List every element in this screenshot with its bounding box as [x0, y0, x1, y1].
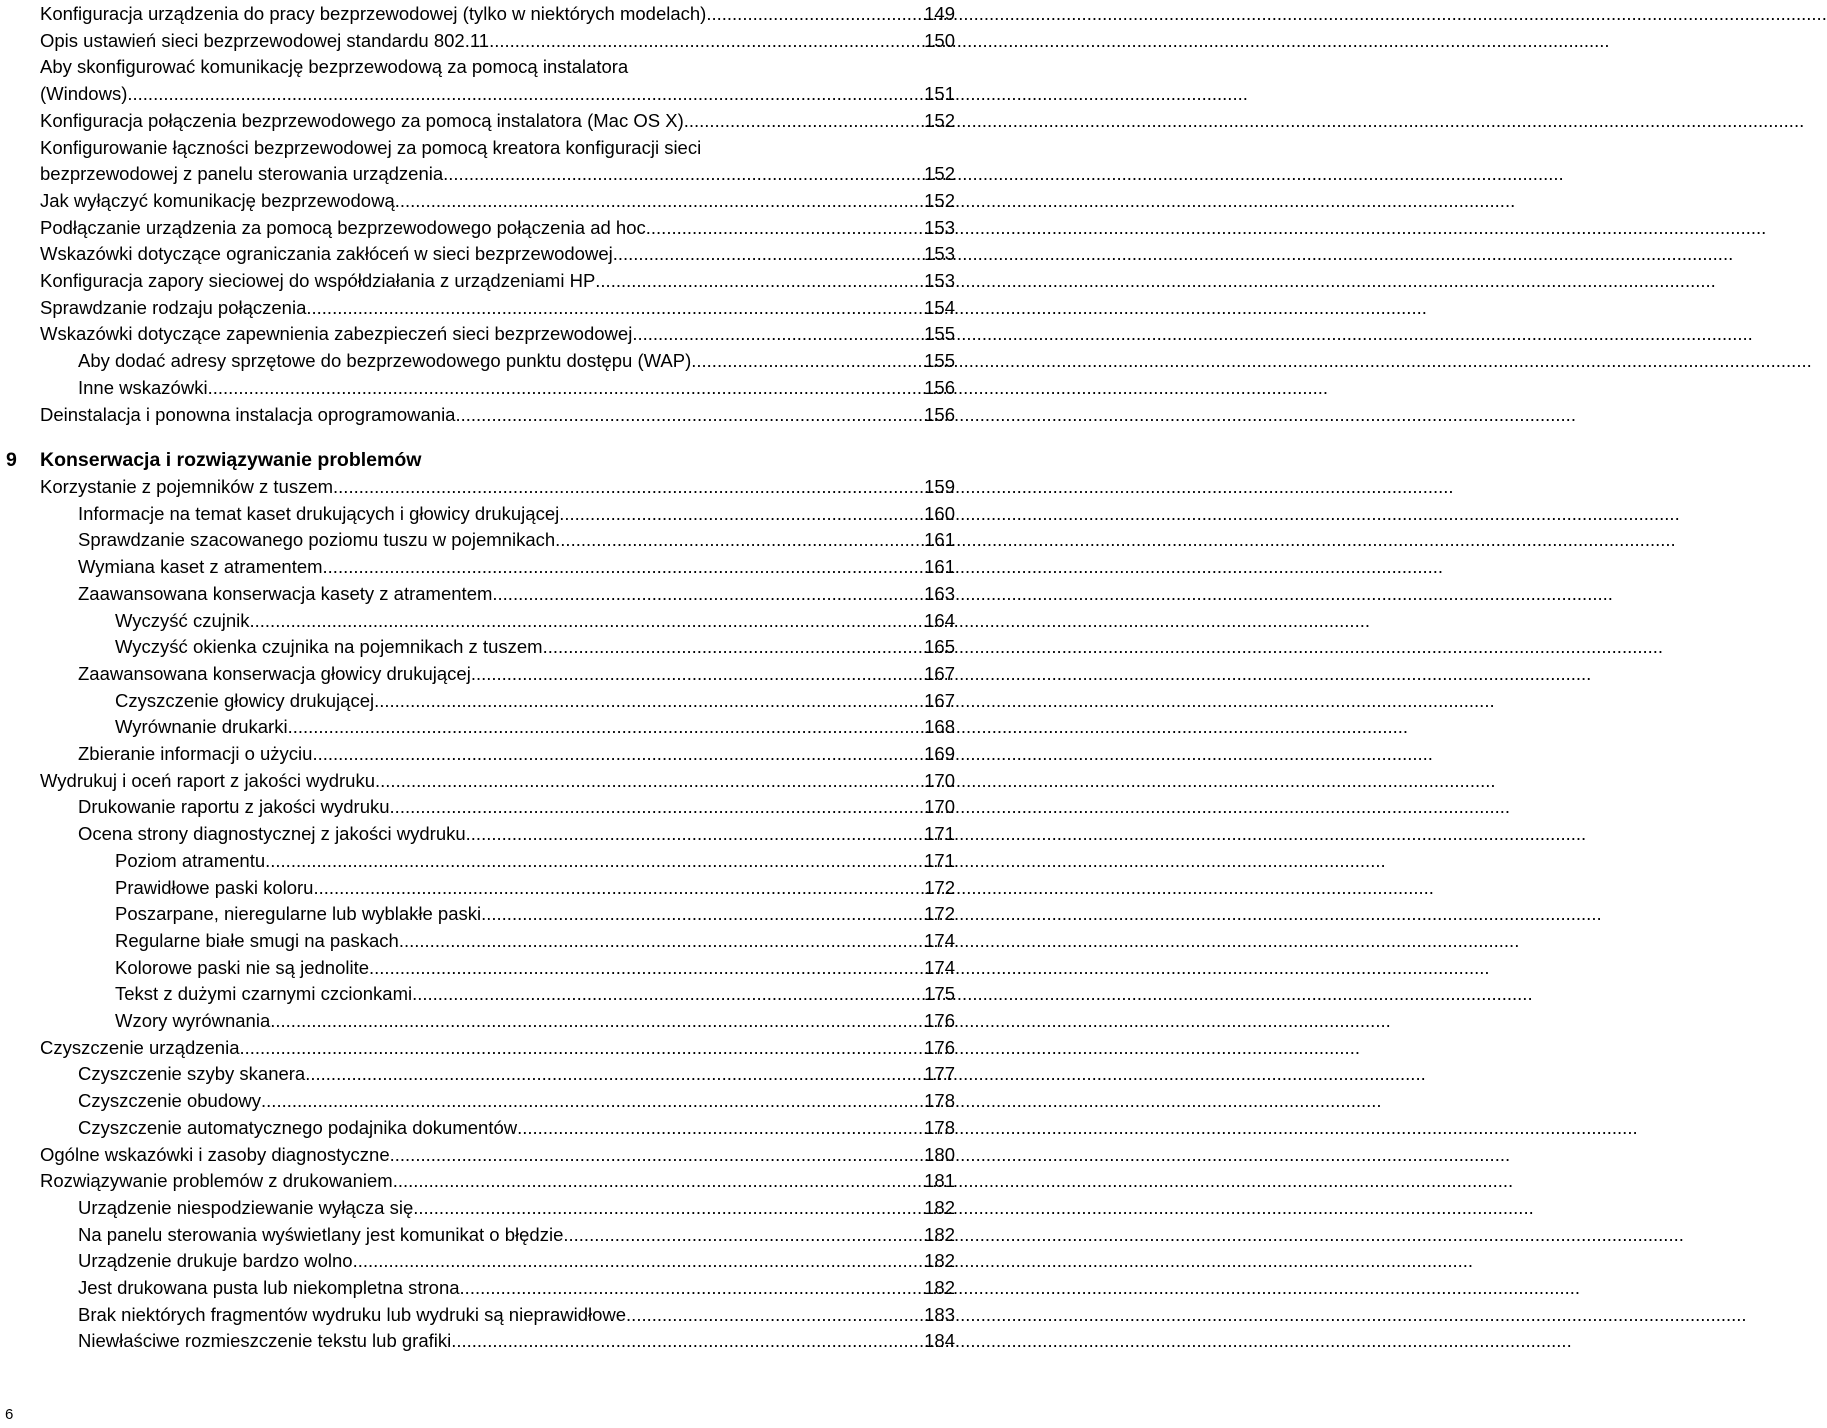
leader-dots: [412, 982, 924, 1006]
toc-entry-title-continued: (Windows): [40, 83, 128, 105]
toc-entry-title: Zbieranie informacji o użyciu: [78, 743, 313, 764]
toc-entry-title: Jak wyłączyć komunikację bezprzewodową: [40, 189, 395, 211]
toc-entry-title: Informacje na temat kaset drukujących i głowicy drukującej: [78, 502, 560, 524]
toc-entry-page: 152: [924, 189, 955, 211]
toc-entry-page: 163: [924, 582, 955, 604]
toc-entry-title: Prawidłowe paski koloru: [115, 876, 314, 898]
leader-dots: [399, 929, 924, 953]
toc-entry-page: 178: [924, 1116, 955, 1138]
leader-dots: [613, 242, 924, 266]
toc-entry-title: Wyczyść okienka czujnika na pojemnikach z tuszem: [115, 636, 543, 658]
toc-entry-title: Konfiguracja zapory sieciowej do współdziałania z urządzeniami HP: [40, 270, 596, 291]
leader-dots: [395, 189, 924, 213]
toc-entry[interactable]: [78, 349, 955, 373]
toc-entry-title: Drukowanie raportu z jakości wydruku: [78, 796, 390, 818]
toc-entry-page: 150: [924, 29, 955, 51]
toc-entry-page: 153: [924, 243, 955, 265]
toc-entry[interactable]: [78, 502, 955, 526]
leader-dots: [466, 822, 924, 846]
leader-dots: [208, 376, 925, 400]
toc-entry-title-continued: bezprzewodowej z panelu sterowania urządzenia: [40, 163, 444, 185]
toc-entry[interactable]: [78, 795, 955, 819]
toc-entry[interactable]: [40, 322, 955, 346]
leader-dots: [451, 1329, 924, 1353]
toc-entry-page: 175: [924, 983, 955, 1005]
leader-dots: [239, 1036, 924, 1060]
toc-entry[interactable]: [40, 1036, 955, 1060]
toc-entry[interactable]: [40, 29, 955, 53]
toc-entry[interactable]: [115, 689, 955, 713]
leader-dots: [375, 769, 924, 793]
leader-dots: [626, 1303, 924, 1327]
toc-entry[interactable]: [78, 1329, 955, 1353]
toc-entry[interactable]: [115, 715, 955, 739]
toc-entry-title: Czyszczenie głowicy drukującej: [115, 689, 375, 711]
leader-dots: [706, 2, 924, 26]
toc-entry-page: 168: [924, 716, 955, 738]
toc-entry-title: Poziom atramentu: [115, 849, 266, 871]
toc-entry-page: 172: [924, 876, 955, 898]
page-number: 6: [5, 1406, 14, 1423]
toc-entry-page: 182: [924, 1196, 955, 1218]
toc-entry[interactable]: [78, 582, 955, 606]
toc-entry-page: 156: [924, 403, 955, 425]
toc-entry-page: 164: [924, 609, 955, 631]
toc-entry-title: Czyszczenie obudowy: [78, 1090, 262, 1112]
toc-entry-title: Czyszczenie urządzenia: [40, 1036, 240, 1058]
toc-entry[interactable]: [78, 1196, 955, 1220]
toc-entry-page: 161: [924, 556, 955, 578]
leader-dots: [265, 849, 924, 873]
toc-entry-title: Korzystanie z pojemników z tuszem: [40, 476, 334, 497]
leader-dots: [333, 475, 924, 499]
toc-entry-title: Poszarpane, nieregularne lub wyblakłe paski: [115, 903, 482, 925]
toc-entry[interactable]: [40, 1143, 955, 1167]
leader-dots: [374, 689, 924, 713]
toc-entry-title: Sprawdzanie szacowanego poziomu tuszu w pojemnikach: [78, 529, 556, 551]
leader-dots: [517, 1116, 924, 1140]
toc-entry-page: 183: [924, 1303, 955, 1325]
toc-entry-title: Urządzenie drukuje bardzo wolno: [78, 1250, 353, 1272]
leader-dots: [646, 216, 924, 240]
chapter-number: 9: [6, 449, 17, 471]
toc-entry-page: 167: [924, 689, 955, 711]
toc-entry-title: Na panelu sterowania wyświetlany jest komunikat o błędzie: [78, 1223, 564, 1245]
toc-entry-title: Jest drukowana pusta lub niekompletna strona: [78, 1277, 460, 1298]
toc-entry-page: 171: [924, 823, 955, 845]
leader-dots: [455, 403, 924, 427]
toc-entry-title: Ocena strony diagnostycznej z jakości wydruku: [78, 823, 466, 845]
leader-dots: [390, 1143, 925, 1167]
toc-entry[interactable]: [40, 55, 955, 106]
toc-entry-title: Sprawdzanie rodzaju połączenia: [40, 296, 307, 318]
toc-entry[interactable]: [40, 216, 955, 240]
leader-dots: [691, 349, 924, 373]
toc-entry[interactable]: [78, 555, 955, 579]
toc-entry-title: Wyrównanie drukarki: [115, 716, 288, 738]
toc-entry-page: 152: [924, 109, 955, 131]
toc-entry-page: 152: [924, 163, 955, 185]
leader-dots: [559, 502, 924, 526]
toc-entry-page: 176: [924, 1010, 955, 1031]
toc-entry-page: 151: [924, 83, 955, 105]
toc-entry-title: Rozwiązywanie problemów z drukowaniem: [40, 1170, 393, 1192]
chapter-title: Konserwacja i rozwiązywanie problemów: [40, 449, 422, 471]
toc-entry-page: 153: [924, 216, 955, 238]
toc-entry-title: Czyszczenie automatycznego podajnika dokumentów: [78, 1116, 518, 1138]
toc-entry-page: 178: [924, 1090, 955, 1112]
toc-entry-title: Regularne białe smugi na paskach: [115, 929, 399, 951]
toc-entry-page: 171: [924, 849, 955, 871]
toc-entry[interactable]: [78, 822, 955, 846]
toc-entry[interactable]: [40, 769, 955, 793]
leader-dots: [460, 1276, 925, 1300]
leader-dots: [270, 1009, 924, 1033]
toc-entry-page: 182: [924, 1277, 955, 1298]
toc-entry-title: Wymiana kaset z atramentem: [78, 556, 323, 578]
toc-entry-page: 182: [924, 1223, 955, 1245]
toc-entry[interactable]: [115, 902, 955, 926]
toc-entry[interactable]: [40, 189, 955, 213]
toc-entry-page: 153: [924, 270, 955, 291]
toc-entry-page: 170: [924, 796, 955, 818]
toc-entry[interactable]: [78, 662, 955, 686]
toc-entry-page: 170: [924, 769, 955, 791]
toc-entry-page: 181: [924, 1170, 955, 1192]
leader-dots: [632, 322, 924, 346]
toc-entry-page: 172: [924, 903, 955, 925]
toc-entry[interactable]: [78, 1276, 955, 1300]
leader-dots: [312, 742, 924, 766]
leader-dots: [369, 956, 924, 980]
leader-dots: [543, 635, 925, 659]
toc-entry-title: Kolorowe paski nie są jednolite: [115, 956, 370, 978]
toc-entry-page: 174: [924, 956, 955, 978]
toc-entry[interactable]: [40, 2, 955, 26]
toc-entry[interactable]: [78, 528, 955, 552]
leader-dots: [313, 876, 924, 900]
toc-entry[interactable]: [115, 982, 955, 1006]
leader-dots: [481, 902, 924, 926]
leader-dots: [471, 662, 924, 686]
leader-dots: [306, 296, 924, 320]
toc-entry-page: 165: [924, 636, 955, 658]
toc-entry-page: 180: [924, 1143, 955, 1165]
leader-dots: [492, 582, 924, 606]
toc-entry[interactable]: [78, 1303, 955, 1327]
toc-entry-page: 182: [924, 1250, 955, 1272]
toc-entry[interactable]: [115, 635, 955, 659]
toc-entry-title: Aby dodać adresy sprzętowe do bezprzewodowego punktu dostępu (WAP): [78, 350, 692, 372]
toc-entry-page: 184: [924, 1330, 955, 1352]
toc-entry-title: Brak niektórych fragmentów wydruku lub wydruki są nieprawidłowe: [78, 1303, 627, 1325]
leader-dots: [305, 1062, 924, 1086]
toc-entry[interactable]: [40, 296, 955, 320]
toc-entry-page: 156: [924, 376, 955, 398]
leader-dots: [555, 528, 924, 552]
toc-entry-title: Opis ustawień sieci bezprzewodowej standardu 802.11: [40, 29, 490, 51]
toc-entry-title: Zaawansowana konserwacja kasety z atramentem: [78, 582, 493, 604]
leader-dots: [261, 1089, 924, 1113]
toc-entry[interactable]: [40, 1169, 955, 1193]
toc-entry[interactable]: [115, 956, 955, 980]
toc-entry-title: Konfigurowanie łączności bezprzewodowej za pomocą kreatora konfiguracji sieci: [40, 136, 702, 158]
toc-entry-title: Inne wskazówki: [78, 376, 208, 398]
toc-entry[interactable]: [78, 1089, 955, 1113]
toc-entry-title: Zaawansowana konserwacja głowicy drukującej: [78, 662, 471, 684]
toc-entry[interactable]: [40, 403, 955, 427]
toc-entry[interactable]: [78, 1249, 955, 1273]
toc-entry-title: Wyczyść czujnik: [115, 609, 250, 631]
toc-entry-page: 155: [924, 350, 955, 372]
toc-entry-title: Niewłaściwe rozmieszczenie tekstu lub grafiki: [78, 1330, 452, 1352]
toc-entry[interactable]: [78, 1116, 955, 1140]
toc-entry[interactable]: [40, 475, 955, 499]
toc-entry-title: Wskazówki dotyczące zapewnienia zabezpieczeń sieci bezprzewodowej: [40, 323, 633, 345]
toc-entry[interactable]: [40, 269, 955, 293]
toc-entry-title: Wydrukuj i oceń raport z jakości wydruku: [40, 769, 376, 791]
toc-entry-page: 176: [924, 1036, 955, 1058]
toc-entry[interactable]: [115, 876, 955, 900]
leader-dots: [390, 795, 925, 819]
toc-entry[interactable]: [78, 376, 955, 400]
toc-entry-page: 161: [924, 529, 955, 551]
leader-dots: [489, 29, 924, 53]
toc-entry-page: 177: [924, 1063, 955, 1085]
leader-dots: [684, 109, 924, 133]
toc-entry[interactable]: [115, 929, 955, 953]
toc-entry[interactable]: [115, 609, 955, 633]
toc-entry-title: Tekst z dużymi czarnymi czcionkami: [115, 983, 413, 1005]
toc-entry-title: Wzory wyrównania: [115, 1010, 271, 1031]
toc-entry[interactable]: [115, 849, 955, 873]
toc-entry-title: Czyszczenie szyby skanera: [78, 1063, 306, 1085]
toc-entry[interactable]: [78, 742, 955, 766]
toc-entry-page: 174: [924, 929, 955, 951]
toc-entry-title: Konfiguracja połączenia bezprzewodowego za pomocą instalatora (Mac OS X): [40, 109, 684, 131]
toc-entry-page: 159: [924, 476, 955, 497]
toc-entry[interactable]: [78, 1062, 955, 1086]
toc-entry-title: Podłączanie urządzenia za pomocą bezprzewodowego połączenia ad hoc: [40, 216, 646, 238]
leader-dots: [563, 1223, 924, 1247]
leader-dots: [443, 162, 924, 186]
toc-entry-title: Deinstalacja i ponowna instalacja oprogramowania: [40, 403, 456, 425]
toc-entry-page: 155: [924, 323, 955, 345]
toc-entry-page: 169: [924, 743, 955, 764]
toc-entry-title: Urządzenie niespodziewanie wyłącza się: [78, 1196, 414, 1218]
leader-dots: [288, 715, 925, 739]
leader-dots: [323, 555, 925, 579]
toc-entry-page: 160: [924, 502, 955, 524]
leader-dots: [595, 269, 924, 293]
toc-entry[interactable]: [40, 109, 955, 133]
leader-dots: [393, 1169, 924, 1193]
toc-entry-page: 149: [924, 3, 955, 24]
leader-dots: [127, 82, 924, 106]
toc-entry[interactable]: [115, 1009, 955, 1033]
leader-dots: [413, 1196, 924, 1220]
leader-dots: [250, 609, 925, 633]
toc-entry[interactable]: [78, 1223, 955, 1247]
leader-dots: [353, 1249, 925, 1273]
toc-entry-title: Wskazówki dotyczące ograniczania zakłóceń w sieci bezprzewodowej: [40, 243, 613, 265]
toc-entry[interactable]: [40, 136, 955, 187]
toc-entry-title: Aby skonfigurować komunikację bezprzewodową za pomocą instalatora: [40, 56, 629, 78]
toc-entry-title: Ogólne wskazówki i zasoby diagnostyczne: [40, 1143, 390, 1165]
toc-entry-page: 167: [924, 662, 955, 684]
toc-entry-title: Konfiguracja urządzenia do pracy bezprzewodowej (tylko w niektórych modelach): [40, 3, 707, 24]
toc-entry[interactable]: [40, 242, 955, 266]
toc-entry-page: 154: [924, 296, 955, 318]
